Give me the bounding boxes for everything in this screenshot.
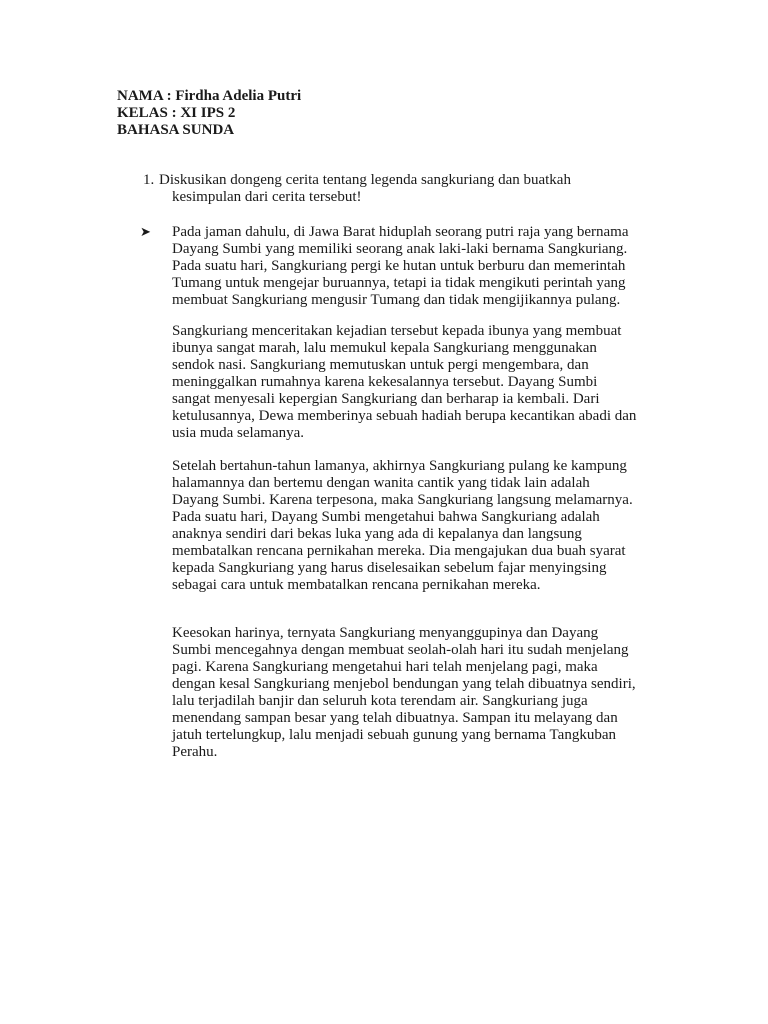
paragraph-line: halamannya dan bertemu dengan wanita cantik yang tidak lain adalah — [172, 475, 590, 491]
paragraph-line: Tumang untuk mengejar buruannya, tetapi ia tidak mengikuti perintah yang — [172, 275, 626, 291]
paragraph-line: sendok nasi. Sangkuriang memutuskan untuk pergi mengembara, dan — [172, 357, 589, 373]
question-line: kesimpulan dari cerita tersebut! — [172, 189, 362, 205]
paragraph-line: Sangkuriang menceritakan kejadian tersebut kepada ibunya yang membuat — [172, 323, 622, 339]
question-line: Diskusikan dongeng cerita tentang legenda sangkuriang dan buatkah — [159, 172, 571, 188]
student-class: KELAS : XI IPS 2 — [117, 105, 236, 121]
paragraph-line: Setelah bertahun-tahun lamanya, akhirnya Sangkuriang pulang ke kampung — [172, 458, 627, 474]
paragraph-line: lalu terjadilah banjir dan seluruh kota terendam air. Sangkuriang juga — [172, 693, 588, 709]
paragraph-line: meninggalkan rumahnya karena kekesalannya tersebut. Dayang Sumbi — [172, 374, 598, 390]
paragraph-line: Pada suatu hari, Dayang Sumbi mengetahui bahwa Sangkuriang adalah — [172, 509, 600, 525]
paragraph-line: menendang sampan besar yang telah dibuatnya. Sampan itu melayang dan — [172, 710, 618, 726]
paragraph-line: dengan kesal Sangkuriang menjebol bendungan yang telah dibuatnya sendiri, — [172, 676, 636, 692]
student-name: NAMA : Firdha Adelia Putri — [117, 88, 302, 104]
paragraph-line: Keesokan harinya, ternyata Sangkuriang menyanggupinya dan Dayang — [172, 625, 599, 641]
subject-title: BAHASA SUNDA — [117, 122, 235, 138]
arrowhead-bullet-icon: ➤ — [140, 224, 151, 239]
paragraph-line: jatuh tertelungkup, lalu menjadi sebuah gunung yang bernama Tangkuban — [172, 727, 616, 743]
paragraph-line: membuat Sangkuriang mengusir Tumang dan tidak mengijikannya pulang. — [172, 292, 621, 308]
paragraph-line: pagi. Karena Sangkuriang mengetahui hari telah menjelang pagi, maka — [172, 659, 598, 675]
paragraph-line: ketulusannya, Dewa memberinya sebuah hadiah berupa kecantikan abadi dan — [172, 408, 637, 424]
paragraph-line: Dayang Sumbi yang memiliki seorang anak laki-laki bernama Sangkuriang. — [172, 241, 628, 257]
paragraph-line: ibunya sangat marah, lalu memukul kepala Sangkuriang menggunakan — [172, 340, 597, 356]
paragraph-line: Pada jaman dahulu, di Jawa Barat hiduplah seorang putri raja yang bernama — [172, 224, 629, 240]
paragraph-line: sebagai cara untuk membatalkan rencana pernikahan mereka. — [172, 577, 541, 593]
paragraph-line: Sumbi mencegahnya dengan membuat seolah-olah hari itu sudah menjelang — [172, 642, 629, 658]
paragraph-line: Dayang Sumbi. Karena terpesona, maka Sangkuriang langsung melamarnya. — [172, 492, 633, 508]
paragraph-line: sangat menyesali kepergian Sangkuriang dan berharap ia kembali. Dari — [172, 391, 600, 407]
paragraph-line: usia muda selamanya. — [172, 425, 305, 441]
paragraph-line: membatalkan rencana pernikahan mereka. Dia mengajukan dua buah syarat — [172, 543, 626, 559]
question-number: 1. — [143, 172, 155, 188]
paragraph-line: Pada suatu hari, Sangkuriang pergi ke hutan untuk berburu dan memerintah — [172, 258, 626, 274]
paragraph-line: Perahu. — [172, 744, 218, 760]
paragraph-line: anaknya sendiri dari bekas luka yang ada di kepalanya dan langsung — [172, 526, 582, 542]
paragraph-line: kepada Sangkuriang yang harus diselesaikan sebelum fajar menyingsing — [172, 560, 607, 576]
